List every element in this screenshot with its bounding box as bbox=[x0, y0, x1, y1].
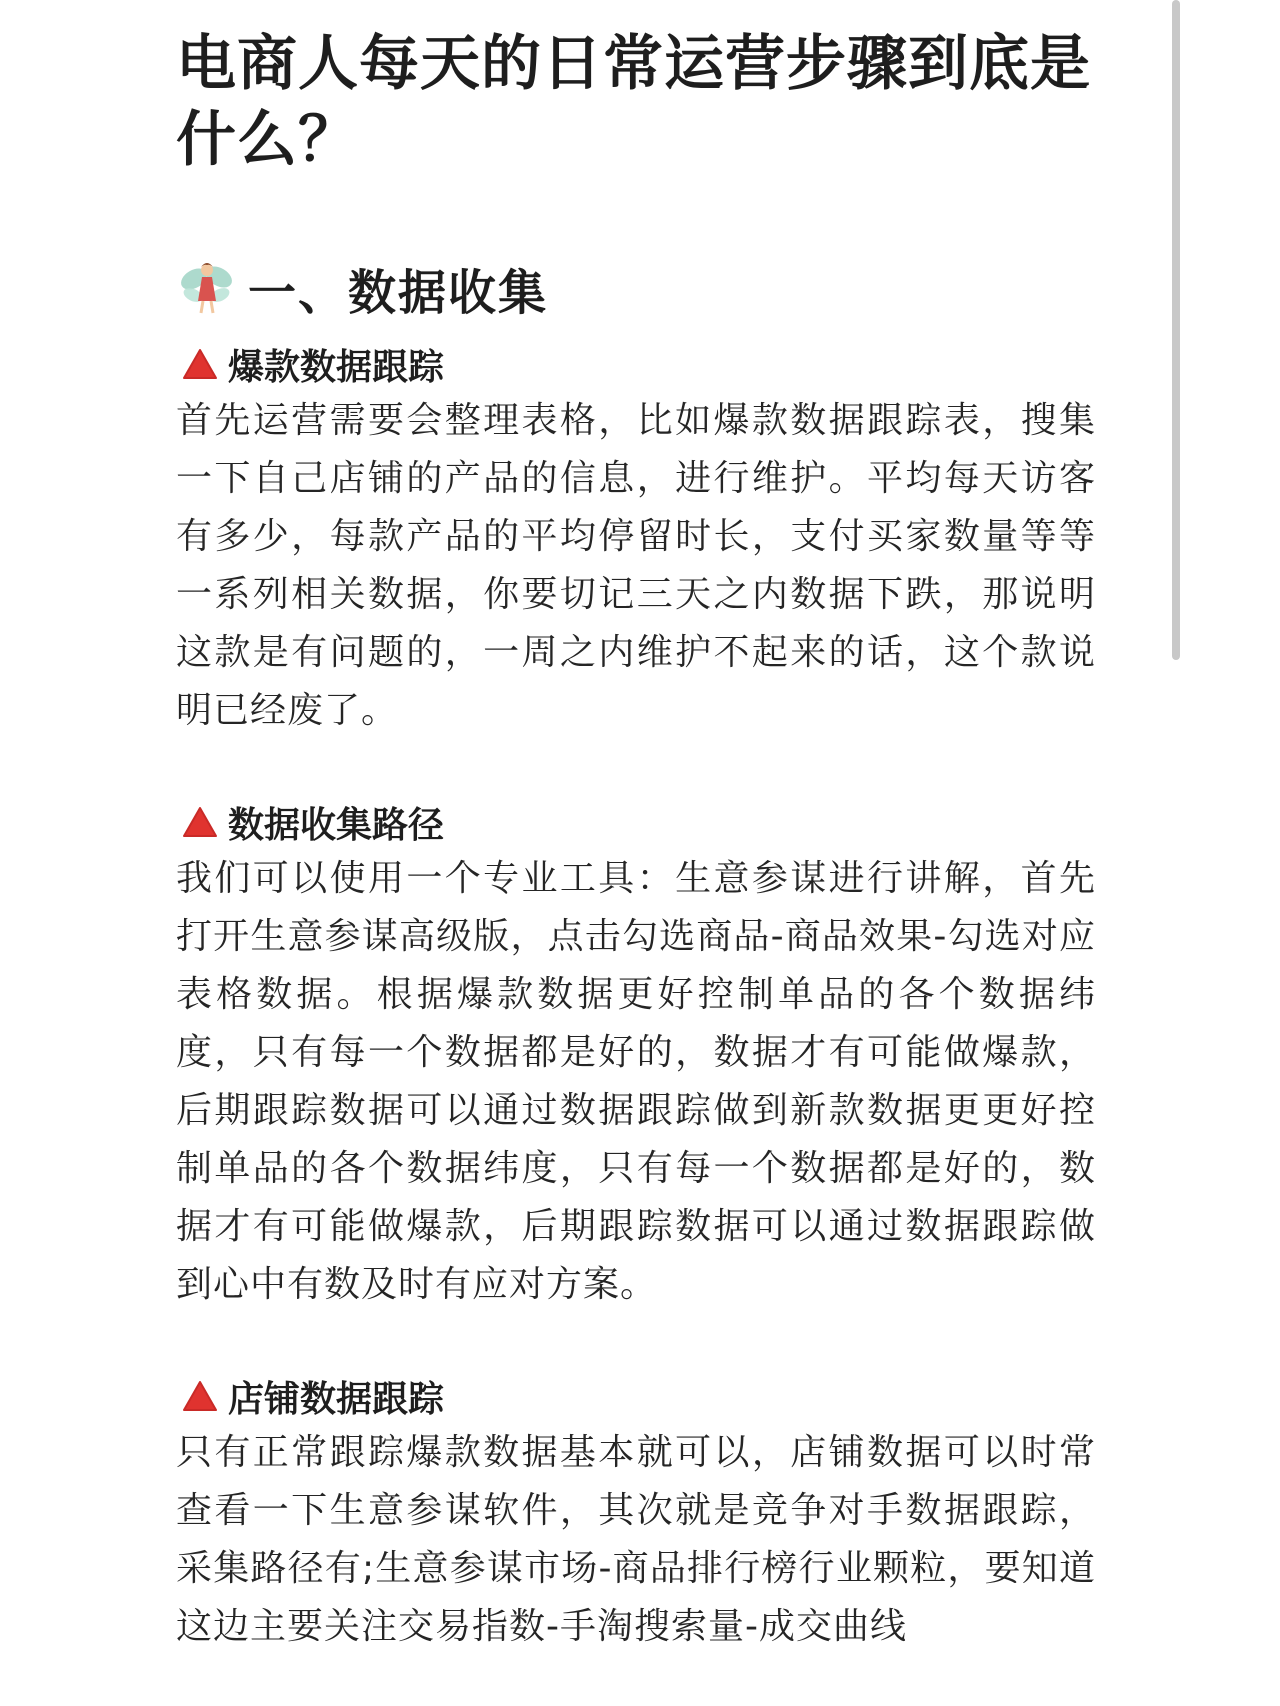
article-title: 电商人每天的日常运营步骤到底是什么？ bbox=[176, 29, 1091, 175]
section-title: 一、数据收集 bbox=[248, 264, 549, 321]
subsection-heading bbox=[176, 1370, 1096, 1422]
subsection-title: 爆款数据跟踪 bbox=[228, 346, 445, 388]
red-triangle-icon bbox=[182, 348, 218, 380]
subsection-title: 数据收集路径 bbox=[228, 804, 445, 846]
article bbox=[176, 26, 1096, 1656]
scrollbar[interactable] bbox=[1172, 0, 1180, 660]
red-triangle-icon bbox=[182, 1380, 218, 1412]
subsection-tracking bbox=[176, 338, 1096, 740]
subsection-store-tracking bbox=[176, 1370, 1096, 1656]
subsection-heading bbox=[176, 338, 1096, 390]
red-triangle-icon bbox=[182, 806, 218, 838]
subsection-heading bbox=[176, 796, 1096, 848]
section-heading bbox=[176, 256, 1096, 320]
fairy-icon bbox=[176, 257, 236, 319]
subsection-collection-path bbox=[176, 796, 1096, 1314]
subsection-body: 只有正常跟踪爆款数据基本就可以，店铺数据可以时常查看一下生意参谋软件，其次就是竞争对手数据跟踪，采集路径有;生意参谋市场-商品排行榜行业颗粒，要知道这边主要关注交易指数-手淘搜索量-成交曲线 bbox=[176, 1432, 1096, 1647]
subsection-body: 我们可以使用一个专业工具：生意参谋进行讲解，首先打开生意参谋高级版，点击勾选商品-商品效果-勾选对应表格数据。根据爆款数据更好控制单品的各个数据纬度，只有每一个数据都是好的，数据才有可能做爆款，后期跟踪数据可以通过数据跟踪做到新款数据更更好控制单品的各个数据纬度，只有每一个数据都是好的，数据才有可能做爆款，后期跟踪数据可以通过数据跟踪做到心中有数及时有应对方案。 bbox=[176, 858, 1096, 1305]
subsection-body: 首先运营需要会整理表格，比如爆款数据跟踪表，搜集一下自己店铺的产品的信息，进行维护。平均每天访客有多少，每款产品的平均停留时长，支付买家数量等等一系列相关数据，你要切记三天之内数据下跌，那说明这款是有问题的，一周之内维护不起来的话，这个款说明已经废了。 bbox=[176, 400, 1096, 731]
subsection-title: 店铺数据跟踪 bbox=[228, 1378, 445, 1420]
